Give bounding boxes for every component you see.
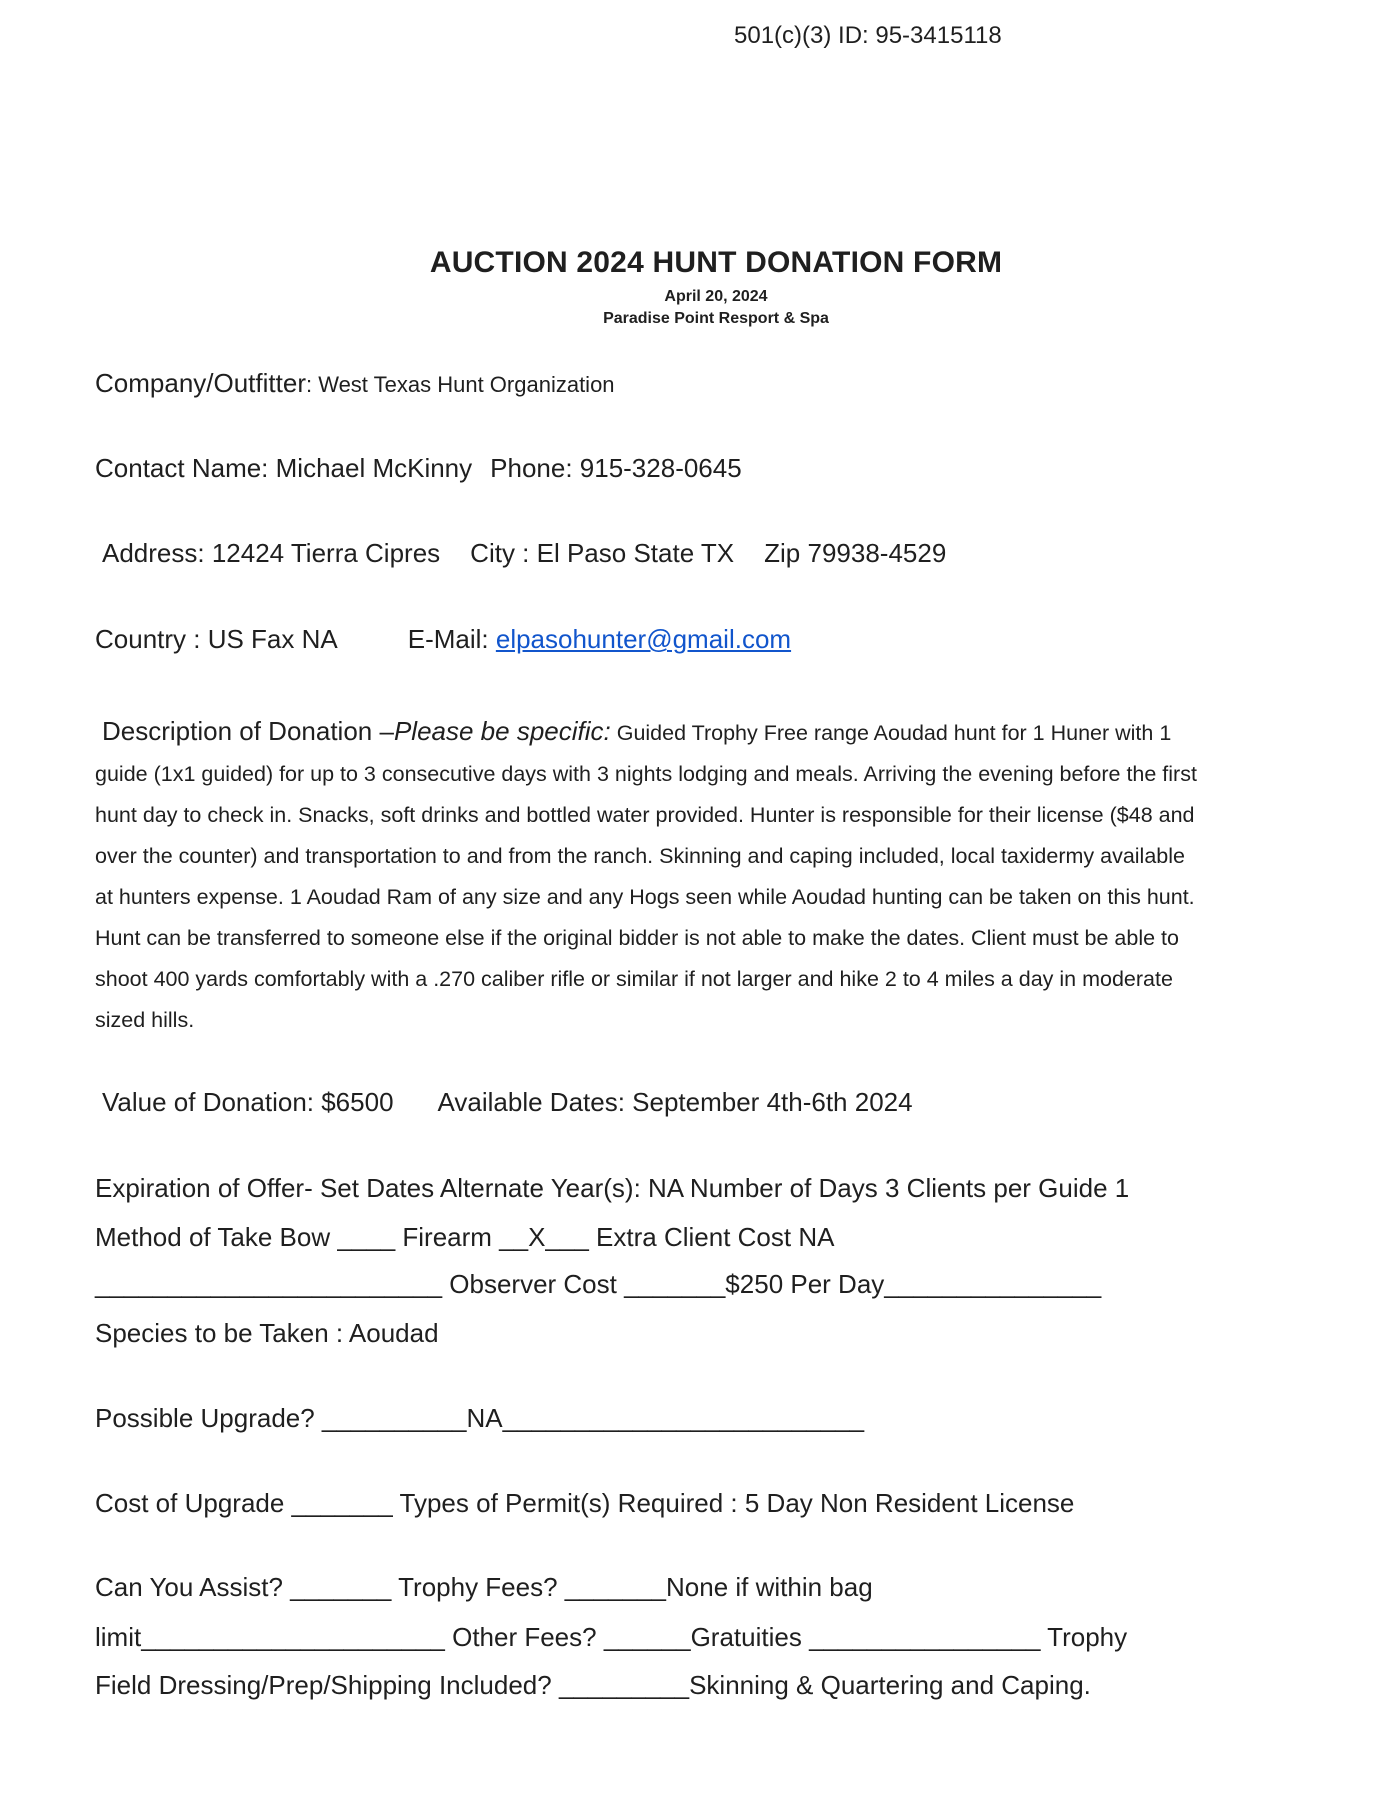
event-venue: Paradise Point Resport & Spa bbox=[603, 310, 829, 327]
address-city-state: City : El Paso State TX bbox=[470, 538, 735, 568]
contact-name: Contact Name: Michael McKinny bbox=[95, 453, 473, 483]
form-title: AUCTION 2024 HUNT DONATION FORM bbox=[429, 246, 1003, 279]
title-block bbox=[0, 246, 1390, 330]
field-dressing-line: Field Dressing/Prep/Shipping Included? _________Skinning & Quartering and Caping. bbox=[95, 1670, 1091, 1700]
nonprofit-id: 501(c)(3) ID: 95-3415118 bbox=[734, 22, 1002, 49]
method-line: Method of Take Bow ____ Firearm __X___ Extra Client Cost NA bbox=[95, 1222, 835, 1252]
company-value: : West Texas Hunt Organization bbox=[305, 372, 615, 397]
limit-line: limit_____________________ Other Fees? ______Gratuities ________________ Trophy bbox=[95, 1622, 1128, 1652]
email-link[interactable]: elpasohunter@gmail.com bbox=[495, 624, 792, 654]
country-line bbox=[95, 624, 791, 655]
country-fax: Country : US Fax NA bbox=[95, 624, 338, 654]
address-line bbox=[102, 538, 946, 569]
description-text: Guided Trophy Free range Aoudad hunt for 1 Huner with 1 guide (1x1 guided) for up to 3 consecutive days with 3 nights lodging and meals. Arriving the evening before the first hunt day to check in. Snacks, soft drinks and bottled water provided. Hunter is responsible for their license ($48 and over the counter) and transportation to and from the ranch. Skinning and caping included, local taxidermy available at hunters expense. 1 Aoudad Ram of any size and any Hogs seen while Aoudad hunting can be taken on this hunt. Hunt can be transferred to someone else if the original bidder is not able to make the dates. Client must be able to shoot 400 yards comfortably with a .270 caliber rifle or similar if not larger and hike 2 to 4 miles a day in moderate sized hills. bbox=[95, 721, 1197, 1032]
donation-description bbox=[95, 711, 1205, 1041]
value-line bbox=[102, 1087, 913, 1118]
description-label: Description of Donation – bbox=[102, 716, 394, 746]
cost-upgrade-line: Cost of Upgrade _______ Types of Permit(s) Required : 5 Day Non Resident License bbox=[95, 1488, 1075, 1518]
upgrade-line: Possible Upgrade? __________NA_________________________ bbox=[95, 1403, 865, 1433]
company-line bbox=[95, 368, 615, 399]
species-line: Species to be Taken : Aoudad bbox=[95, 1318, 439, 1348]
donation-value: Value of Donation: $6500 bbox=[102, 1087, 394, 1117]
available-dates: Available Dates: September 4th-6th 2024 bbox=[437, 1087, 913, 1117]
observer-line: ________________________ Observer Cost _______$250 Per Day_______________ bbox=[95, 1269, 1102, 1299]
contact-phone: Phone: 915-328-0645 bbox=[490, 453, 742, 483]
description-label-italic: Please be specific: bbox=[393, 716, 611, 746]
contact-line bbox=[95, 453, 742, 484]
company-label: Company/Outfitter bbox=[95, 368, 306, 398]
expiration-line: Expiration of Offer- Set Dates Alternate Year(s): NA Number of Days 3 Clients per Guide 1 bbox=[95, 1173, 1130, 1203]
event-date: April 20, 2024 bbox=[664, 288, 768, 305]
address-zip: Zip 79938-4529 bbox=[764, 538, 947, 568]
email-label: E-Mail: bbox=[407, 624, 496, 654]
assist-line: Can You Assist? _______ Trophy Fees? _______None if within bag bbox=[95, 1572, 873, 1602]
address-street: Address: 12424 Tierra Cipres bbox=[102, 538, 441, 568]
